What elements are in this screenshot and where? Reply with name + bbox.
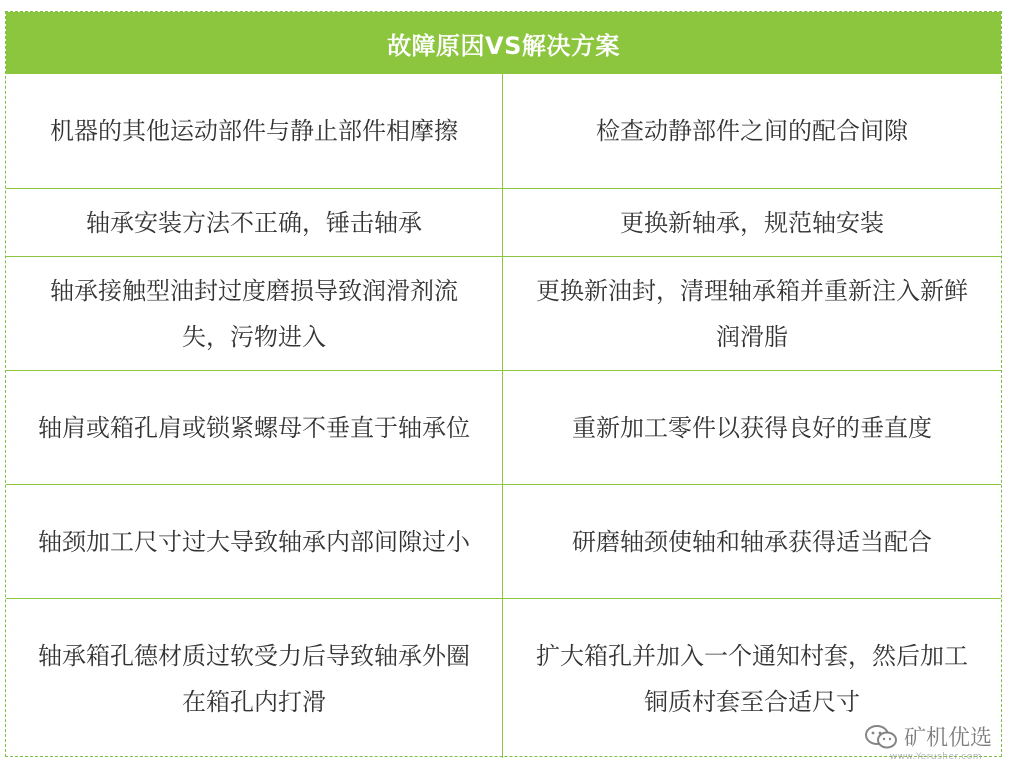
solution-cell: 重新加工零件以获得良好的垂直度 [572,413,932,442]
watermark-url: www.Yerusher.com [889,752,982,762]
solution-cell: 研磨轴颈使轴和轴承获得适当配合 [572,527,932,556]
watermark-label: 矿机优选 [903,726,992,751]
solution-cell: 检查动静部件之间的配合间隙 [596,117,908,145]
solution-cell: 更换新油封，清理轴承箱并重新注入新鲜润滑脂 [536,276,968,351]
table-row [6,484,1001,598]
table-title: 故障原因VS解决方案 [387,31,620,60]
cause-cell: 轴承箱孔德材质过软受力后导致轴承外圈在箱孔内打滑 [6,599,503,758]
watermark [864,721,992,752]
table-row [6,370,1001,484]
cause-cell: 轴颈加工尺寸过大导致轴承内部间隙过小 [6,485,503,598]
wechat-icon [864,724,898,750]
comparison-table-frame [5,11,1002,757]
table-row [6,256,1001,370]
comparison-table [6,74,1001,758]
table-row [6,598,1001,758]
cause-cell: 机器的其他运动部件与静止部件相摩擦 [6,74,503,188]
table-row [6,74,1001,188]
table-row [6,188,1001,256]
table-header [6,12,1001,74]
cause-cell: 轴承接触型油封过度磨损导致润滑剂流失，污物进入 [6,257,503,370]
cause-cell: 轴承安装方法不正确，锤击轴承 [6,189,503,256]
cause-cell: 轴肩或箱孔肩或锁紧螺母不垂直于轴承位 [6,371,503,484]
solution-cell: 扩大箱孔并加入一个通知村套，然后加工铜质村套至合适尺寸 [536,641,968,716]
solution-cell: 更换新轴承，规范轴安装 [620,208,884,237]
